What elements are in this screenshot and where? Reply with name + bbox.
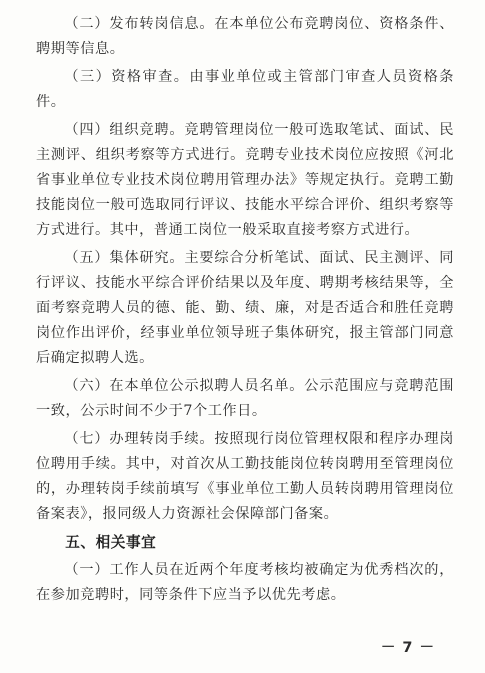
paragraph-qualification-review: （三）资格审查。由事业单位或主管部门审查人员资格条件。 (36, 69, 454, 110)
paragraph-publish-info: （二）发布转岗信息。在本单位公布竞聘岗位、资格条件、聘期等信息。 (36, 16, 454, 57)
paragraph-collective-review: （五）集体研究。主要综合分析笔试、面试、民主测评、同行评议、技能水平综合评价结果以及年度、聘期考核结果等，全面考察竞聘人员的德、能、勤、绩、廉，对是否适合和胜任竞聘岗位作出评价，经事业单位领导班子集体研究，报主管部门同意后确定拟聘人选。 (36, 250, 454, 366)
paragraph-transfer-procedures: （七）办理转岗手续。按照现行岗位管理权限和程序办理岗位聘用手续。其中，对首次从工勤技能岗位转岗聘用至管理岗位的，办理转岗手续前填写《事业单位工勤人员转岗聘用管理岗位备案表》，报同级人力资源社会保障部门备案。 (36, 431, 454, 522)
page-number: － 7 － (380, 640, 435, 656)
paragraph-public-notice: （六）在本单位公示拟聘人员名单。公示范围应与竞聘范围一致，公示时间不少于7个工作日。 (36, 378, 454, 419)
paragraph-priority-consideration: （一）工作人员在近两个年度考核均被确定为优秀档次的，在参加竞聘时，同等条件下应当予以优先考虑。 (36, 562, 454, 603)
document-body (36, 12, 454, 611)
section-heading: 五、相关事宜 (65, 534, 157, 551)
paragraph-organize-competition: （四）组织竞聘。竞聘管理岗位一般可选取笔试、面试、民主测评、组织考察等方式进行。竞聘专业技术岗位应按照《河北省事业单位专业技术岗位聘用管理办法》等规定执行。竞聘工勤技能岗位一般可选取同行评议、技能水平综合评价、组织考察等方式进行。其中，普通工岗位一般采取直接考察方式进行。 (36, 122, 454, 238)
